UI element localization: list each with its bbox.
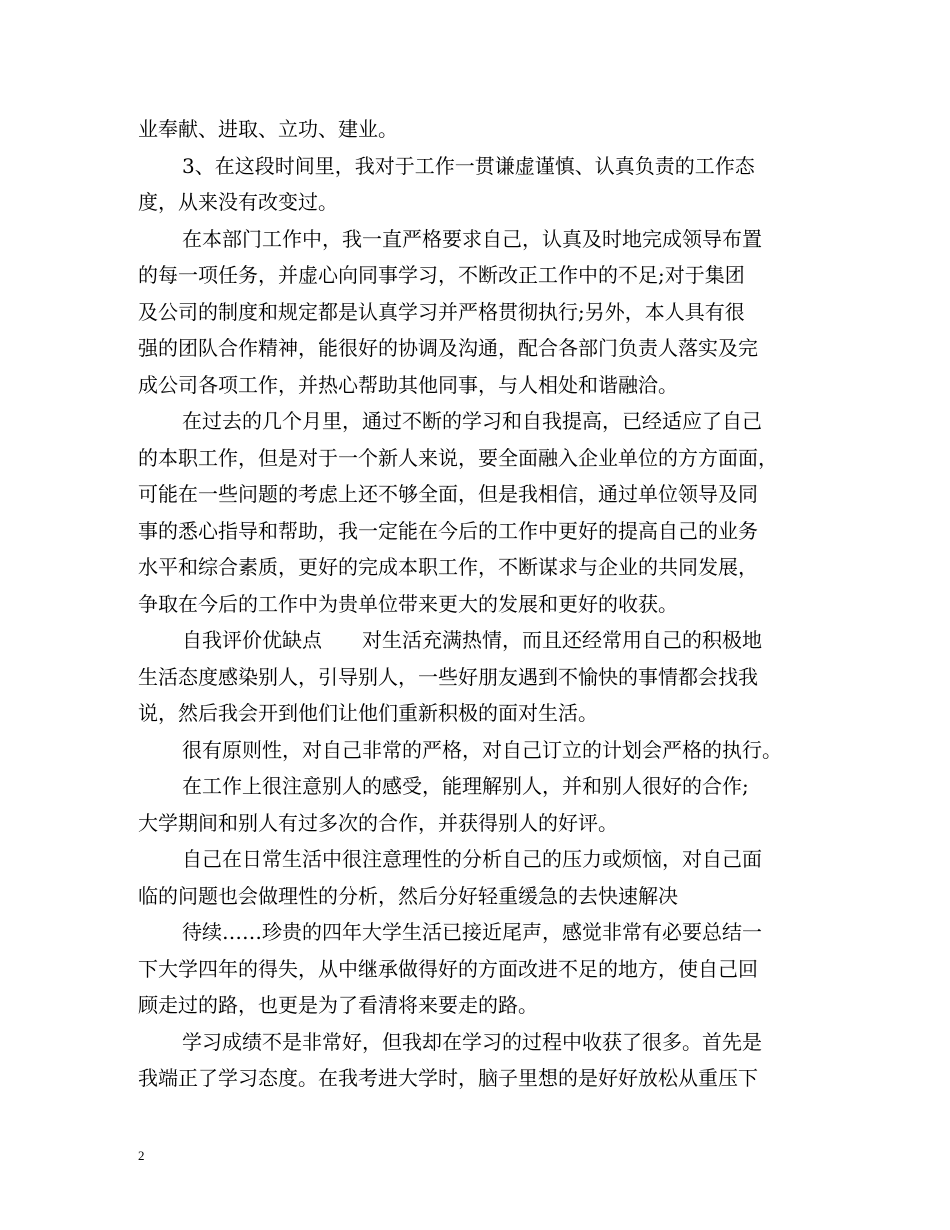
text-line: 在工作上很注意别人的感受，能理解别人，并和别人很好的合作; (182, 774, 749, 798)
text-line: 水平和综合素质，更好的完成本职工作，不断谋求与企业的共同发展， (138, 555, 758, 579)
text-line: 可能在一些问题的考虑上还不够全面，但是我相信，通过单位领导及同 (138, 482, 758, 506)
text-line: 争取在今后的工作中为贵单位带来更大的发展和更好的收获。 (138, 591, 678, 616)
text-line: 自我评价优缺点 对生活充满热情，而且还经常用自己的积极地 (182, 628, 762, 652)
text-line: 自己在日常生活中很注意理性的分析自己的压力或烦恼，对自己面 (182, 847, 762, 871)
text-line: 及公司的制度和规定都是认真学习并严格贯彻执行;另外，本人具有很 (138, 299, 745, 324)
text-line: 业奉献、进取、立功、建业。 (138, 117, 398, 141)
text-line: 3、在这段时间里，我对于工作一贯谦虚谨慎、认真负责的工作态 (182, 153, 755, 178)
text-line: 事的悉心指导和帮助，我一定能在今后的工作中更好的提高自己的业务 (138, 518, 758, 543)
text-line: 很有原则性，对自己非常的严格，对自己订立的计划会严格的执行。 (182, 737, 782, 762)
text-line: 下大学四年的得失，从中继承做得好的方面改进不足的地方，使自己回 (138, 956, 758, 981)
text-line: 临的问题也会做理性的分析，然后分好轻重缓急的去快速解决 (138, 883, 678, 908)
text-line: 的本职工作，但是对于一个新人来说，要全面融入企业单位的方方面面， (138, 445, 778, 470)
document-body (138, 111, 828, 1097)
page-number: 2 (138, 1148, 145, 1163)
text-line: 顾走过的路，也更是为了看清将来要走的路。 (138, 993, 538, 1017)
text-line: 的每一项任务，并虚心向同事学习，不断改正工作中的不足;对于集团 (138, 263, 745, 287)
text-line: 度，从来没有改变过。 (138, 190, 338, 214)
text-line: 在本部门工作中，我一直严格要求自己，认真及时地完成领导布置 (182, 226, 762, 251)
text-line: 说，然后我会开到他们让他们重新积极的面对生活。 (138, 701, 598, 725)
text-line: 强的团队合作精神，能很好的协调及沟通，配合各部门负责人落实及完 (138, 336, 758, 360)
text-line: 待续……珍贵的四年大学生活已接近尾声，感觉非常有必要总结一 (182, 920, 762, 944)
text-line: 大学期间和别人有过多次的合作，并获得别人的好评。 (138, 810, 618, 835)
text-line: 我端正了学习态度。在我考进大学时，脑子里想的是好好放松从重压下 (138, 1066, 758, 1090)
text-line: 学习成绩不是非常好，但我却在学习的过程中收获了很多。首先是 (182, 1029, 762, 1054)
text-line: 生活态度感染别人，引导别人，一些好朋友遇到不愉快的事情都会找我 (138, 664, 758, 689)
text-line: 在过去的几个月里，通过不断的学习和自我提高，已经适应了自己 (182, 409, 762, 433)
text-line: 成公司各项工作，并热心帮助其他同事，与人相处和谐融洽。 (138, 372, 678, 397)
